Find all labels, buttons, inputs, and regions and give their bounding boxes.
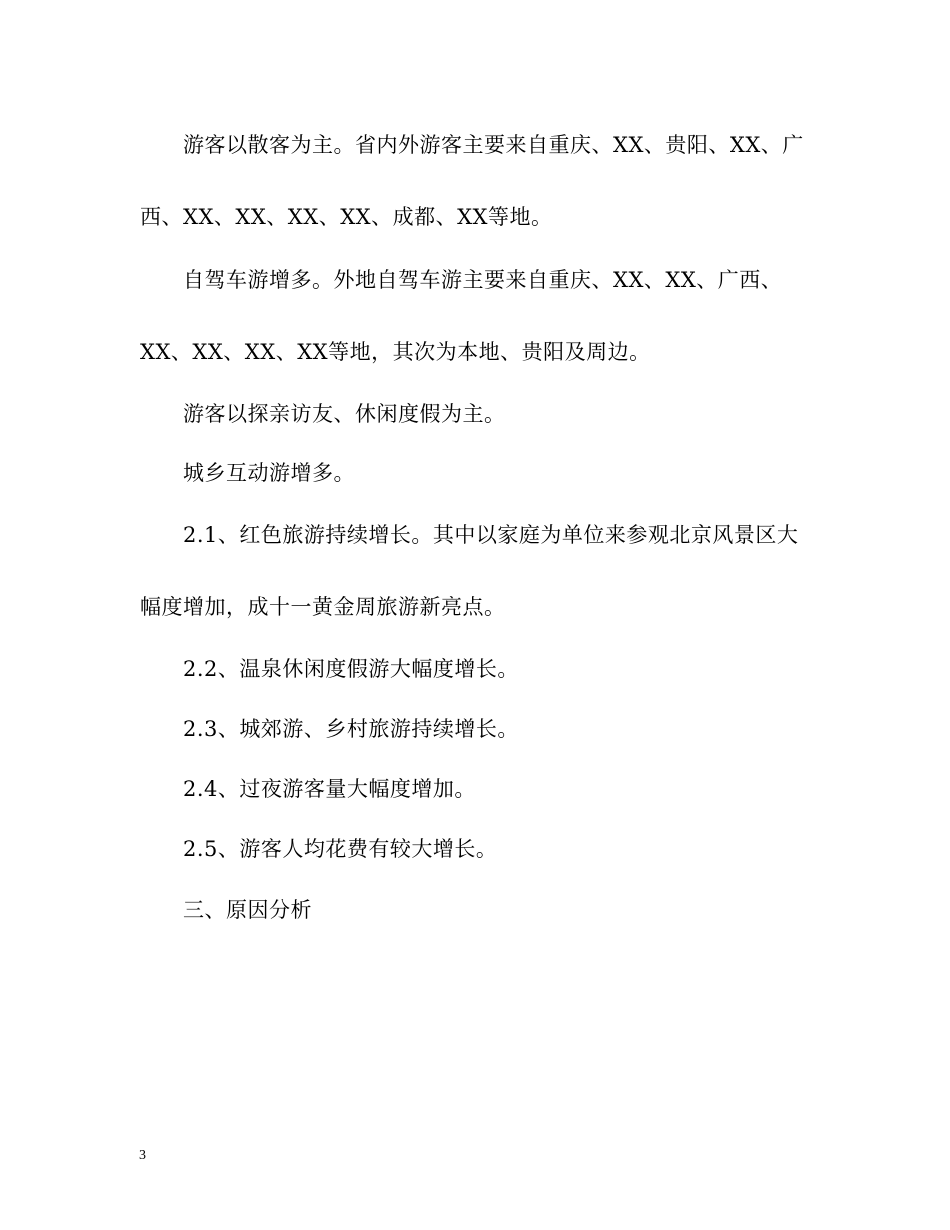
paragraph-line: 2.2、温泉休闲度假游大幅度增长。: [183, 657, 519, 681]
paragraph-line: 西、XX、XX、XX、XX、成都、XX等地。: [140, 205, 553, 229]
paragraph-line: 游客以散客为主。省内外游客主要来自重庆、XX、贵阳、XX、广: [183, 133, 804, 157]
paragraph-line: 2.4、过夜游客量大幅度增加。: [183, 777, 476, 801]
paragraph-line: 2.3、城郊游、乡村旅游持续增长。: [183, 717, 519, 741]
paragraph-line: 自驾车游增多。外地自驾车游主要来自重庆、XX、XX、广西、: [183, 268, 783, 292]
page-number: 3: [139, 1148, 146, 1163]
paragraph-line: 游客以探亲访友、休闲度假为主。: [183, 402, 506, 426]
paragraph-line: 城乡互动游增多。: [183, 461, 355, 485]
paragraph-line: XX、XX、XX、XX等地，其次为本地、贵阳及周边。: [140, 340, 651, 364]
paragraph-line: 幅度增加，成十一黄金周旅游新亮点。: [140, 595, 506, 619]
paragraph-line: 2.1、红色旅游持续增长。其中以家庭为单位来参观北京风景区大: [183, 523, 799, 547]
section-heading: 三、原因分析: [183, 898, 312, 922]
paragraph-line: 2.5、游客人均花费有较大增长。: [183, 837, 498, 861]
